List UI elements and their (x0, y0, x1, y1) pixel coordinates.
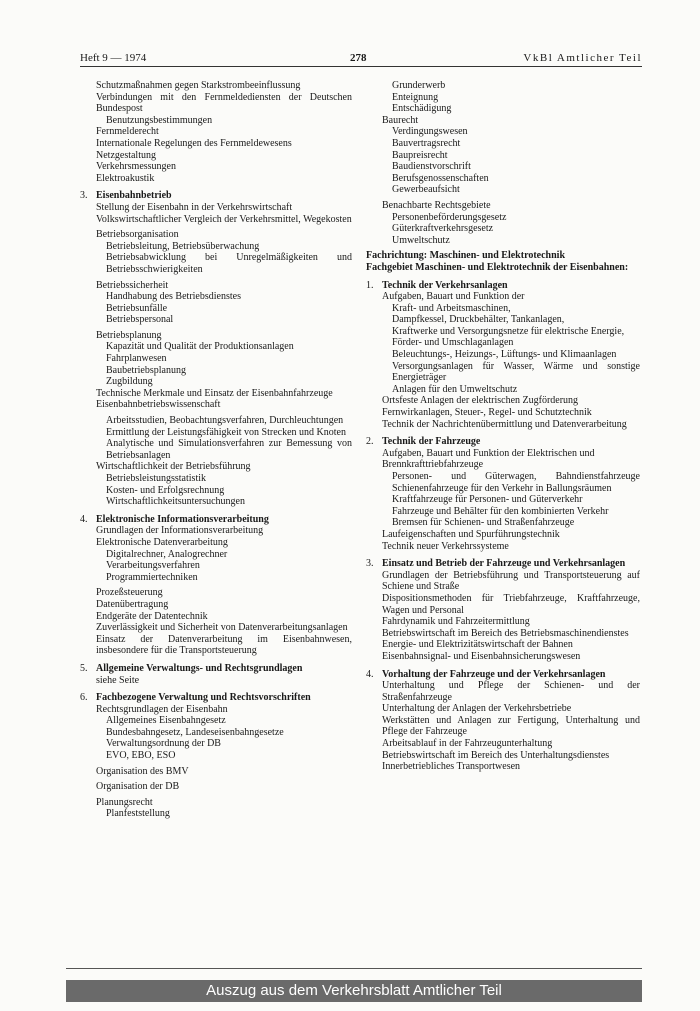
line-text: Benachbarte Rechtsgebiete (382, 199, 491, 211)
line-text: Zuverlässigkeit und Sicherheit von Datenverarbeitungsanlagen (96, 622, 348, 634)
list-line (366, 326, 640, 338)
line-text: Eisenbahnbetriebswissenschaft (96, 399, 221, 411)
list-line (80, 549, 352, 561)
list-line (366, 680, 640, 703)
right-column (366, 80, 640, 773)
line-text: Unterhaltung und Pflege der Schienen- und der Straßenfahrzeuge (382, 680, 640, 703)
list-line (80, 314, 352, 326)
list-line (366, 593, 640, 616)
line-text: Aufgaben, Bauart und Funktion der (382, 291, 525, 303)
list-line (366, 115, 640, 127)
line-text: siehe Seite (96, 674, 140, 686)
list-line (80, 115, 352, 127)
list-line (366, 628, 640, 640)
line-text: Technik neuer Verkehrssysteme (382, 540, 509, 552)
list-line (80, 766, 352, 778)
list-line (80, 161, 352, 173)
line-text: Aufgaben, Bauart und Funktion der Elektrischen und Brennkrafttriebfahrzeuge (382, 447, 595, 471)
list-line (80, 214, 352, 226)
line-text: Verarbeitungsverfahren (106, 560, 200, 572)
line-text: Betriebsunfälle (106, 302, 168, 314)
list-line (366, 761, 640, 773)
line-text: Grundlagen der Informationsverarbeitung (96, 525, 264, 537)
line-text: Betriebsplanung (96, 329, 162, 341)
line-text: Laufeigenschaften und Spurführungstechnik (382, 528, 560, 540)
list-line (366, 541, 640, 553)
line-text: Berufsgenossenschaften (392, 172, 489, 184)
line-text: Baudienstvorschrift (392, 161, 471, 173)
line-text: Eisenbahnbetrieb (96, 190, 172, 202)
line-text: Verbindungen mit den Fernmeldediensten der Deutschen Bundespost (96, 91, 352, 115)
line-text: Fahrzeuge und Behälter für den kombinierten Verkehr (392, 505, 609, 517)
line-text: Gewerbeaufsicht (392, 184, 460, 196)
list-line (80, 572, 352, 584)
list-line (366, 138, 640, 150)
line-text: Kapazität und Qualität der Produktionsanlagen (106, 341, 294, 353)
list-line (80, 611, 352, 623)
list-line (366, 738, 640, 750)
line-text: Technische Merkmale und Einsatz der Eisenbahnfahrzeuge (96, 387, 333, 399)
line-text: Allgemeines Eisenbahngesetz (106, 715, 226, 727)
line-text: Allgemeine Verwaltungs- und Rechtsgrundlagen (96, 662, 303, 674)
line-text: Zugbildung (106, 376, 153, 388)
footer-rule (66, 968, 642, 969)
list-line (80, 138, 352, 150)
list-line (80, 808, 352, 820)
list-line (366, 250, 640, 262)
line-text: Technik der Verkehrsanlagen (382, 279, 508, 291)
line-text: Betriebsabwicklung bei Unregelmäßigkeiten und Betriebsschwierigkeiten (106, 252, 352, 275)
line-text: Ortsfeste Anlagen der elektrischen Zugförderung (382, 395, 579, 407)
list-line (366, 235, 640, 247)
line-text: Umweltschutz (392, 234, 450, 246)
line-text: Betriebsleistungsstatistik (106, 473, 206, 484)
list-line (366, 262, 640, 274)
list-line (80, 438, 352, 461)
list-line (80, 291, 352, 303)
line-text: Bremsen für Schienen- und Straßenfahrzeuge (392, 517, 575, 529)
list-line (366, 384, 640, 396)
section-number: 4. (80, 513, 88, 525)
list-line (80, 704, 352, 716)
line-text: Schutzmaßnahmen gegen Starkstrombeeinflussung (96, 80, 301, 91)
list-line (80, 675, 352, 687)
list-line (366, 184, 640, 196)
list-line (366, 161, 640, 173)
list-line (80, 727, 352, 739)
line-text: Betriebsleitung, Betriebsüberwachung (106, 240, 260, 252)
line-text: Digitalrechner, Analogrechner (106, 548, 228, 560)
line-text: Baubetriebsplanung (106, 364, 186, 376)
line-text: Endgeräte der Datentechnik (96, 610, 208, 622)
line-text: Elektronische Informationsverarbeitung (96, 513, 269, 525)
line-text: Datenübertragung (96, 598, 169, 610)
list-line (80, 525, 352, 537)
list-line (366, 471, 640, 494)
line-text: Kosten- und Erfolgsrechnung (106, 484, 225, 496)
list-line (80, 330, 352, 342)
line-text: Volkswirtschaftlicher Vergleich der Verkehrsmittel, Wegekosten (96, 213, 352, 225)
list-line (366, 570, 640, 593)
line-text: Wirtschaftlichkeitsuntersuchungen (106, 496, 245, 508)
line-text: Kraft- und Arbeitsmaschinen, (392, 302, 511, 314)
left-column (80, 80, 352, 820)
list-line (366, 703, 640, 715)
section-heading (80, 514, 352, 526)
line-text: Wirtschaftlichkeit der Betriebsführung (96, 461, 251, 473)
section-heading (80, 190, 352, 202)
line-text: Innerbetriebliches Transportwesen (382, 761, 521, 773)
list-line (80, 173, 352, 185)
line-text: Arbeitsablauf in der Fahrzeugunterhaltung (382, 738, 553, 750)
line-text: Fernmelderecht (96, 126, 159, 138)
line-text: Betriebssicherheit (96, 279, 169, 291)
section-heading (80, 692, 352, 704)
line-text: Fachgebiet Maschinen- und Elektrotechnik der Eisenbahnen: (366, 261, 629, 273)
line-text: Arbeitsstudien, Beobachtungsverfahren, Durchleuchtungen (106, 415, 344, 427)
section-heading (366, 669, 640, 681)
line-text: Kraftwerke und Versorgungsnetze für elektrische Energie, (392, 325, 625, 337)
list-line (80, 388, 352, 400)
line-text: Elektroakustik (96, 172, 155, 184)
list-line (80, 92, 352, 115)
list-line (80, 252, 352, 275)
list-line (80, 303, 352, 315)
line-text: Benutzungsbestimmungen (106, 114, 213, 126)
list-line (366, 407, 640, 419)
header-rule (80, 66, 642, 67)
list-line (366, 200, 640, 212)
page-number: 278 (350, 52, 367, 64)
line-text: Rechtsgrundlagen der Eisenbahn (96, 703, 228, 715)
list-line (366, 173, 640, 185)
line-text: Kraftfahrzeuge für Personen- und Güterverkehr (392, 494, 583, 506)
issue-label: Heft 9 — 1974 (80, 52, 147, 64)
line-text: Energie- und Elektrizitätswirtschaft der Bahnen (382, 639, 573, 651)
list-line (80, 80, 352, 92)
line-text: Netzgestaltung (96, 149, 156, 161)
line-text: Fahrplanwesen (106, 353, 167, 365)
list-line (366, 80, 640, 92)
line-text: Versorgungsanlagen für Wasser, Wärme und sonstige Energieträger (392, 360, 640, 384)
list-line (366, 651, 640, 663)
list-line (80, 415, 352, 427)
list-line (366, 419, 640, 431)
list-line (80, 537, 352, 549)
list-line (366, 337, 640, 349)
line-text: Einsatz der Datenverarbeitung im Eisenbahnwesen, insbesondere für die Transportsteuerung (96, 633, 352, 657)
line-text: Grundlagen der Betriebsführung und Transportsteuerung auf Schiene und Straße (382, 569, 640, 593)
list-line (366, 639, 640, 651)
footer-banner: Auszug aus dem Verkehrsblatt Amtlicher Teil (66, 980, 642, 1002)
line-text: Baurecht (382, 114, 419, 126)
journal-title: VkBl Amtlicher Teil (523, 52, 642, 64)
line-text: Technik der Nachrichtenübermittlung und Datenverarbeitung (382, 418, 627, 430)
list-line (80, 365, 352, 377)
section-number: 6. (80, 692, 88, 704)
line-text: Eisenbahnsignal- und Eisenbahnsicherungswesen (382, 650, 581, 662)
list-line (80, 202, 352, 214)
line-text: Technik der Fahrzeuge (382, 436, 481, 448)
line-text: Personen- und Güterwagen, Bahndienstfahrzeuge Schienenfahrzeuge für den Verkehr in Ballungsräumen (392, 471, 640, 494)
line-text: Betriebspersonal (106, 314, 174, 326)
line-text: Fernwirkanlagen, Steuer-, Regel- und Schutztechnik (382, 407, 592, 419)
list-line (80, 353, 352, 365)
line-text: Prozeßsteuerung (96, 587, 163, 599)
list-line (80, 341, 352, 353)
line-text: Beleuchtungs-, Heizungs-, Lüftungs- und Klimaanlagen (392, 349, 617, 361)
line-text: Baupreisrecht (392, 149, 448, 161)
section-number: 3. (80, 190, 88, 202)
list-line (80, 427, 352, 439)
section-heading (366, 280, 640, 292)
line-text: Fachbezogene Verwaltung und Rechtsvorschriften (96, 692, 311, 704)
list-line (366, 303, 640, 315)
list-line (80, 399, 352, 411)
section-heading (366, 436, 640, 448)
line-text: Elektronische Datenverarbeitung (96, 536, 228, 548)
line-text: Betriebswirtschaft im Bereich des Unterhaltungsdienstes (382, 749, 610, 761)
line-text: Bundesbahngesetz, Landeseisenbahngesetze (106, 726, 284, 738)
line-text: Bauvertragsrecht (392, 137, 461, 149)
line-text: Werkstätten und Anlagen zur Fertigung, Unterhaltung und Pflege der Fahrzeuge (382, 714, 640, 738)
line-text: Dispositionsmethoden für Triebfahrzeuge, Kraftfahrzeuge, Wagen und Personal (382, 592, 640, 616)
line-text: Fachrichtung: Maschinen- und Elektrotechnik (366, 250, 565, 262)
line-text: EVO, EBO, ESO (106, 750, 176, 762)
list-line (366, 223, 640, 235)
list-line (366, 529, 640, 541)
list-line (366, 103, 640, 115)
line-text: Internationale Regelungen des Fernmeldewesens (96, 137, 292, 149)
list-line (366, 92, 640, 104)
list-line (80, 599, 352, 611)
line-text: Organisation des BMV (96, 765, 189, 777)
section-number: 4. (366, 668, 374, 680)
list-line (80, 750, 352, 762)
line-text: Anlagen für den Umweltschutz (392, 383, 518, 395)
list-line (80, 376, 352, 388)
line-text: Personenbeförderungsgesetz (392, 211, 507, 223)
section-heading (366, 558, 640, 570)
line-text: Güterkraftverkehrsgesetz (392, 223, 494, 235)
line-text: Entschädigung (392, 103, 452, 115)
line-text: Fahrdynamik und Fahrzeitermittlung (382, 616, 530, 628)
line-text: Handhabung des Betriebsdienstes (106, 291, 241, 303)
list-line (366, 494, 640, 506)
list-line (80, 781, 352, 793)
section-number: 5. (80, 662, 88, 674)
line-text: Verwaltungsordnung der DB (106, 738, 221, 750)
list-line (80, 280, 352, 292)
line-text: Unterhaltung der Anlagen der Verkehrsbetriebe (382, 703, 572, 715)
section-number: 3. (366, 558, 374, 570)
line-text: Analytische und Simulationsverfahren zur Bemessung von Betriebsanlagen (106, 438, 352, 461)
line-text: Organisation der DB (96, 781, 180, 793)
line-text: Enteignung (392, 91, 439, 103)
list-line (366, 314, 640, 326)
line-text: Planfeststellung (106, 808, 170, 820)
line-text: Betriebsorganisation (96, 229, 179, 241)
list-line (366, 361, 640, 384)
list-line (80, 560, 352, 572)
list-line (80, 738, 352, 750)
line-text: Betriebswirtschaft im Bereich des Betriebsmaschinendienstes (382, 627, 629, 639)
list-line (366, 349, 640, 361)
list-line (80, 715, 352, 727)
line-text: Verkehrsmessungen (96, 161, 176, 173)
list-line (366, 395, 640, 407)
list-line (80, 473, 352, 485)
section-number: 2. (366, 436, 374, 448)
list-line (80, 126, 352, 138)
list-line (80, 587, 352, 599)
list-line (366, 448, 640, 471)
list-line (366, 715, 640, 738)
list-line (366, 126, 640, 138)
list-line (80, 797, 352, 809)
section-number: 1. (366, 279, 374, 291)
line-text: Verdingungswesen (392, 126, 468, 138)
line-text: Planungsrecht (96, 796, 153, 808)
list-line (366, 150, 640, 162)
line-text: Stellung der Eisenbahn in der Verkehrswirtschaft (96, 201, 293, 213)
line-text: Dampfkessel, Druckbehälter, Tankanlagen, (392, 314, 565, 326)
list-line (366, 291, 640, 303)
list-line (80, 485, 352, 497)
line-text: Grunderwerb (392, 80, 446, 91)
list-line (80, 229, 352, 241)
list-line (366, 212, 640, 224)
list-line (366, 506, 640, 518)
line-text: Einsatz und Betrieb der Fahrzeuge und Verkehrsanlagen (382, 558, 626, 570)
list-line (366, 750, 640, 762)
list-line (80, 496, 352, 508)
line-text: Ermittlung der Leistungsfähigkeit von Strecken und Knoten (106, 426, 346, 438)
list-line (366, 517, 640, 529)
line-text: Förder- und Umschlaganlagen (392, 337, 514, 349)
list-line (80, 622, 352, 634)
line-text: Programmiertechniken (106, 571, 198, 583)
list-line (80, 150, 352, 162)
list-line (80, 241, 352, 253)
list-line (366, 616, 640, 628)
list-line (80, 461, 352, 473)
list-line (80, 634, 352, 657)
section-heading (80, 663, 352, 675)
line-text: Vorhaltung der Fahrzeuge und der Verkehrsanlagen (382, 668, 606, 680)
